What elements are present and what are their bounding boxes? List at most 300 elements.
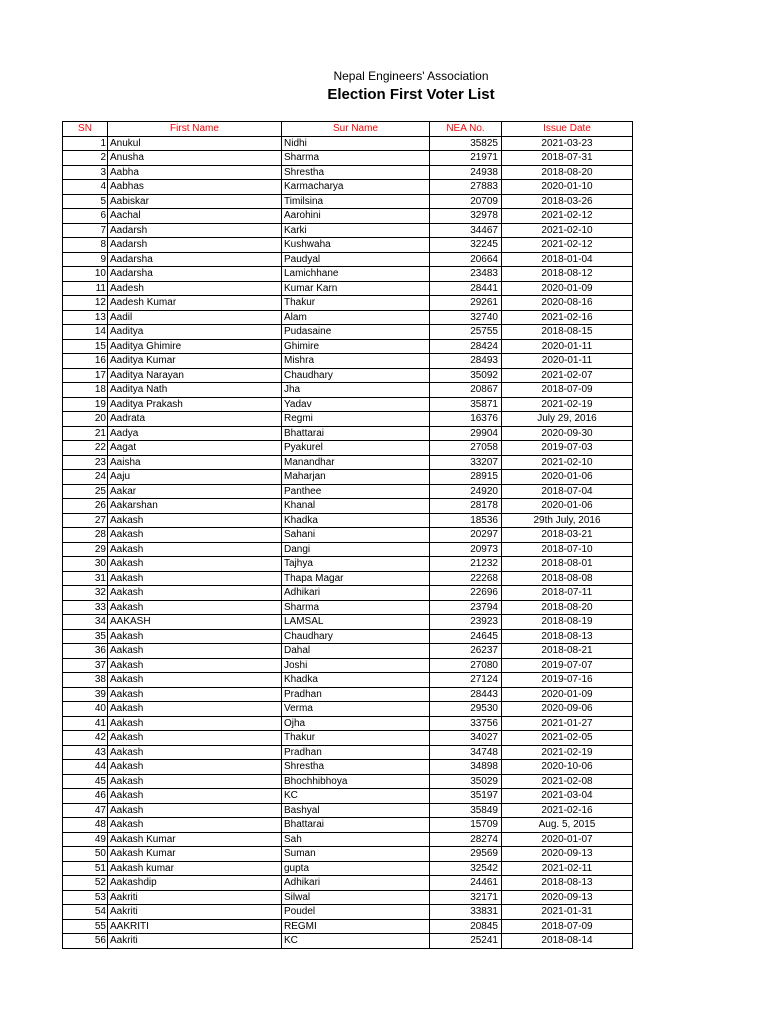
cell-nea-no: 32978 [430,209,502,224]
cell-nea-no: 28441 [430,281,502,296]
cell-first-name: Aakash [108,702,282,717]
cell-issue-date: 2020-01-07 [502,832,633,847]
cell-sn: 45 [63,774,108,789]
cell-issue-date: July 29, 2016 [502,412,633,427]
cell-nea-no: 23483 [430,267,502,282]
cell-first-name: Aakriti [108,934,282,949]
cell-issue-date: 2020-01-11 [502,339,633,354]
cell-nea-no: 20867 [430,383,502,398]
table-row [63,673,633,688]
cell-nea-no: 23794 [430,600,502,615]
cell-sur-name: Manandhar [282,455,430,470]
cell-first-name: Aakash [108,731,282,746]
cell-sur-name: Kumar Karn [282,281,430,296]
cell-sn: 10 [63,267,108,282]
cell-sn: 25 [63,484,108,499]
cell-sur-name: gupta [282,861,430,876]
cell-nea-no: 21232 [430,557,502,572]
cell-first-name: Aadil [108,310,282,325]
cell-issue-date: 2018-07-09 [502,383,633,398]
table-body [63,136,633,948]
cell-first-name: Aakashdip [108,876,282,891]
cell-sur-name: REGMI [282,919,430,934]
cell-issue-date: 2019-07-03 [502,441,633,456]
cell-sn: 34 [63,615,108,630]
cell-sn: 48 [63,818,108,833]
cell-sn: 6 [63,209,108,224]
table-row [63,528,633,543]
cell-sn: 15 [63,339,108,354]
cell-issue-date: 2021-02-08 [502,774,633,789]
table-row [63,194,633,209]
cell-first-name: Aakash [108,542,282,557]
table-row [63,803,633,818]
cell-sn: 52 [63,876,108,891]
cell-sur-name: Khadka [282,513,430,528]
cell-nea-no: 24920 [430,484,502,499]
cell-first-name: Aakash [108,745,282,760]
cell-nea-no: 20297 [430,528,502,543]
cell-sur-name: Adhikari [282,586,430,601]
cell-sn: 30 [63,557,108,572]
cell-first-name: Aakash kumar [108,861,282,876]
cell-first-name: Aakash [108,600,282,615]
cell-sn: 7 [63,223,108,238]
cell-issue-date: 2021-02-11 [502,861,633,876]
cell-issue-date: 2020-01-09 [502,687,633,702]
table-row [63,267,633,282]
cell-first-name: Aakar [108,484,282,499]
cell-issue-date: 2021-01-27 [502,716,633,731]
cell-sur-name: KC [282,789,430,804]
table-header-row [63,122,633,137]
cell-sur-name: Lamichhane [282,267,430,282]
cell-sn: 19 [63,397,108,412]
cell-sur-name: Adhikari [282,876,430,891]
table-row [63,354,633,369]
cell-sur-name: Thakur [282,731,430,746]
cell-sn: 22 [63,441,108,456]
cell-nea-no: 15709 [430,818,502,833]
cell-nea-no: 33207 [430,455,502,470]
cell-sn: 28 [63,528,108,543]
cell-issue-date: 2018-08-08 [502,571,633,586]
cell-issue-date: 2018-08-20 [502,600,633,615]
cell-nea-no: 35029 [430,774,502,789]
cell-sur-name: Silwal [282,890,430,905]
cell-sur-name: Paudyal [282,252,430,267]
cell-nea-no: 24461 [430,876,502,891]
cell-issue-date: 2018-07-09 [502,919,633,934]
cell-first-name: Aaditya Nath [108,383,282,398]
cell-issue-date: 2020-01-10 [502,180,633,195]
cell-issue-date: 2021-02-10 [502,455,633,470]
table-row [63,934,633,949]
table-row [63,513,633,528]
cell-sur-name: Thapa Magar [282,571,430,586]
cell-first-name: Aakarshan [108,499,282,514]
cell-sn: 3 [63,165,108,180]
cell-first-name: Aakash [108,629,282,644]
cell-sn: 17 [63,368,108,383]
cell-issue-date: 2021-01-31 [502,905,633,920]
cell-nea-no: 34467 [430,223,502,238]
cell-sur-name: Panthee [282,484,430,499]
cell-first-name: Aakash [108,528,282,543]
cell-sn: 13 [63,310,108,325]
cell-sn: 40 [63,702,108,717]
cell-sn: 35 [63,629,108,644]
cell-nea-no: 35849 [430,803,502,818]
cell-nea-no: 28178 [430,499,502,514]
cell-sur-name: Sah [282,832,430,847]
cell-issue-date: 2021-02-16 [502,803,633,818]
cell-nea-no: 16376 [430,412,502,427]
cell-nea-no: 27080 [430,658,502,673]
table-row [63,774,633,789]
cell-first-name: Anukul [108,136,282,151]
cell-first-name: Aakash [108,644,282,659]
cell-first-name: Aakriti [108,905,282,920]
cell-sur-name: Pyakurel [282,441,430,456]
cell-nea-no: 28274 [430,832,502,847]
cell-nea-no: 29530 [430,702,502,717]
cell-sur-name: Yadav [282,397,430,412]
cell-sn: 21 [63,426,108,441]
cell-sur-name: Tajhya [282,557,430,572]
cell-sur-name: Joshi [282,658,430,673]
table-row [63,861,633,876]
table-row [63,339,633,354]
cell-sur-name: Bhochhibhoya [282,774,430,789]
table-row [63,484,633,499]
header-sur-name: Sur Name [282,122,430,137]
cell-nea-no: 20709 [430,194,502,209]
cell-first-name: Aaditya Narayan [108,368,282,383]
cell-issue-date: 2021-03-04 [502,789,633,804]
cell-first-name: Aakash Kumar [108,847,282,862]
cell-issue-date: 2020-01-11 [502,354,633,369]
cell-nea-no: 35197 [430,789,502,804]
cell-sn: 56 [63,934,108,949]
cell-sur-name: Khadka [282,673,430,688]
cell-sur-name: Ojha [282,716,430,731]
cell-sur-name: Maharjan [282,470,430,485]
table-row [63,325,633,340]
cell-issue-date: 2018-08-13 [502,876,633,891]
table-row [63,600,633,615]
cell-nea-no: 32740 [430,310,502,325]
cell-sn: 54 [63,905,108,920]
cell-sn: 23 [63,455,108,470]
cell-nea-no: 25241 [430,934,502,949]
cell-sn: 29 [63,542,108,557]
cell-sur-name: Regmi [282,412,430,427]
cell-issue-date: 2018-08-14 [502,934,633,949]
table-row [63,702,633,717]
cell-first-name: Aaditya Kumar [108,354,282,369]
cell-sur-name: Khanal [282,499,430,514]
cell-issue-date: 2018-08-19 [502,615,633,630]
table-row [63,760,633,775]
cell-first-name: Aaju [108,470,282,485]
cell-first-name: Aagat [108,441,282,456]
cell-first-name: Aaditya Ghimire [108,339,282,354]
table-row [63,615,633,630]
cell-sn: 55 [63,919,108,934]
cell-sur-name: Karki [282,223,430,238]
cell-sur-name: Karmacharya [282,180,430,195]
cell-sur-name: Pradhan [282,687,430,702]
cell-sur-name: Nidhi [282,136,430,151]
cell-issue-date: 2018-08-15 [502,325,633,340]
table-row [63,789,633,804]
table-row [63,542,633,557]
cell-sn: 42 [63,731,108,746]
cell-nea-no: 29569 [430,847,502,862]
cell-sn: 20 [63,412,108,427]
cell-sur-name: Poudel [282,905,430,920]
cell-first-name: Aakash [108,658,282,673]
cell-first-name: Aadrata [108,412,282,427]
cell-nea-no: 32542 [430,861,502,876]
cell-first-name: Aabiskar [108,194,282,209]
cell-nea-no: 25755 [430,325,502,340]
cell-sur-name: Sharma [282,600,430,615]
cell-sn: 51 [63,861,108,876]
cell-sn: 1 [63,136,108,151]
cell-nea-no: 21971 [430,151,502,166]
cell-first-name: Aakash [108,818,282,833]
cell-sur-name: Chaudhary [282,368,430,383]
table-row [63,586,633,601]
cell-nea-no: 35092 [430,368,502,383]
cell-issue-date: 2018-01-04 [502,252,633,267]
cell-sn: 32 [63,586,108,601]
cell-nea-no: 34027 [430,731,502,746]
cell-first-name: Aadesh [108,281,282,296]
cell-sn: 4 [63,180,108,195]
table-row [63,136,633,151]
cell-sur-name: LAMSAL [282,615,430,630]
table-row [63,745,633,760]
header-nea-no: NEA No. [430,122,502,137]
cell-sur-name: Pradhan [282,745,430,760]
cell-sur-name: Bhattarai [282,426,430,441]
table-row [63,412,633,427]
cell-issue-date: 2018-07-11 [502,586,633,601]
cell-nea-no: 27124 [430,673,502,688]
cell-sur-name: Alam [282,310,430,325]
cell-issue-date: 2018-03-21 [502,528,633,543]
table-row [63,571,633,586]
cell-issue-date: 2018-07-10 [502,542,633,557]
cell-issue-date: 2018-07-31 [502,151,633,166]
cell-sn: 53 [63,890,108,905]
cell-issue-date: 2021-02-19 [502,745,633,760]
voter-list-table [62,121,633,949]
cell-sur-name: Shrestha [282,165,430,180]
cell-sn: 18 [63,383,108,398]
cell-sur-name: Suman [282,847,430,862]
table-row [63,919,633,934]
document-title: Election First Voter List [327,86,495,103]
table-row [63,499,633,514]
cell-issue-date: 2018-03-26 [502,194,633,209]
table-row [63,905,633,920]
cell-nea-no: 28915 [430,470,502,485]
table-row [63,716,633,731]
cell-sn: 16 [63,354,108,369]
cell-sn: 11 [63,281,108,296]
cell-issue-date: 2018-08-01 [502,557,633,572]
table-row [63,180,633,195]
header-first-name: First Name [108,122,282,137]
cell-first-name: Aaisha [108,455,282,470]
cell-issue-date: 2020-08-16 [502,296,633,311]
cell-first-name: Aadarsha [108,267,282,282]
table-row [63,252,633,267]
cell-issue-date: 2020-09-30 [502,426,633,441]
cell-sn: 14 [63,325,108,340]
cell-sur-name: Aarohini [282,209,430,224]
cell-issue-date: 2020-01-06 [502,470,633,485]
table-row [63,658,633,673]
table-row [63,281,633,296]
table-row [63,296,633,311]
cell-nea-no: 33831 [430,905,502,920]
table-row [63,209,633,224]
cell-sur-name: Timilsina [282,194,430,209]
cell-sn: 37 [63,658,108,673]
cell-nea-no: 26237 [430,644,502,659]
cell-first-name: Aaditya Prakash [108,397,282,412]
cell-first-name: Aakash [108,687,282,702]
cell-sn: 5 [63,194,108,209]
cell-sur-name: Kushwaha [282,238,430,253]
cell-issue-date: 2021-02-12 [502,209,633,224]
cell-nea-no: 28443 [430,687,502,702]
table-row [63,644,633,659]
cell-nea-no: 20973 [430,542,502,557]
cell-first-name: Aabha [108,165,282,180]
cell-first-name: Aadarsha [108,252,282,267]
cell-sur-name: Bashyal [282,803,430,818]
cell-issue-date: 2018-08-20 [502,165,633,180]
cell-sur-name: Sharma [282,151,430,166]
cell-sur-name: Dahal [282,644,430,659]
cell-nea-no: 23923 [430,615,502,630]
cell-sur-name: Jha [282,383,430,398]
cell-sur-name: Bhattarai [282,818,430,833]
cell-sn: 12 [63,296,108,311]
cell-sn: 49 [63,832,108,847]
cell-first-name: Aakash [108,760,282,775]
cell-sn: 2 [63,151,108,166]
cell-nea-no: 20845 [430,919,502,934]
table-row [63,629,633,644]
table-row [63,455,633,470]
cell-first-name: Aadarsh [108,238,282,253]
table-row [63,832,633,847]
cell-first-name: Aachal [108,209,282,224]
table-row [63,818,633,833]
header-issue-date: Issue Date [502,122,633,137]
cell-first-name: Aabhas [108,180,282,195]
cell-issue-date: 2020-01-06 [502,499,633,514]
cell-sur-name: Pudasaine [282,325,430,340]
cell-sn: 41 [63,716,108,731]
organization-name: Nepal Engineers' Association [333,69,489,83]
table-row [63,876,633,891]
cell-sn: 50 [63,847,108,862]
cell-nea-no: 28424 [430,339,502,354]
cell-issue-date: 2021-03-23 [502,136,633,151]
cell-first-name: Anusha [108,151,282,166]
cell-sn: 47 [63,803,108,818]
cell-sur-name: Ghimire [282,339,430,354]
cell-nea-no: 32171 [430,890,502,905]
table-row [63,238,633,253]
table-row [63,441,633,456]
cell-sn: 39 [63,687,108,702]
table-row [63,426,633,441]
cell-nea-no: 35871 [430,397,502,412]
cell-nea-no: 29904 [430,426,502,441]
cell-first-name: Aakash [108,789,282,804]
cell-issue-date: 2020-09-13 [502,847,633,862]
cell-first-name: Aakash [108,571,282,586]
cell-first-name: Aakash [108,774,282,789]
cell-first-name: Aakash Kumar [108,832,282,847]
cell-sur-name: Shrestha [282,760,430,775]
cell-issue-date: 29th July, 2016 [502,513,633,528]
cell-issue-date: 2021-02-05 [502,731,633,746]
cell-first-name: Aakash [108,803,282,818]
table-row [63,557,633,572]
cell-issue-date: 2021-02-07 [502,368,633,383]
table-row [63,165,633,180]
cell-nea-no: 18536 [430,513,502,528]
cell-sn: 36 [63,644,108,659]
cell-issue-date: 2018-08-21 [502,644,633,659]
table-row [63,470,633,485]
cell-sn: 46 [63,789,108,804]
cell-issue-date: Aug. 5, 2015 [502,818,633,833]
cell-first-name: Aaditya [108,325,282,340]
cell-issue-date: 2018-08-13 [502,629,633,644]
cell-sn: 26 [63,499,108,514]
cell-nea-no: 34898 [430,760,502,775]
table-row [63,847,633,862]
table-row [63,223,633,238]
cell-nea-no: 24938 [430,165,502,180]
cell-first-name: Aakriti [108,890,282,905]
cell-nea-no: 34748 [430,745,502,760]
cell-sur-name: Dangi [282,542,430,557]
cell-issue-date: 2019-07-07 [502,658,633,673]
cell-issue-date: 2018-08-12 [502,267,633,282]
cell-sn: 44 [63,760,108,775]
cell-sn: 9 [63,252,108,267]
cell-nea-no: 20664 [430,252,502,267]
cell-sn: 8 [63,238,108,253]
cell-issue-date: 2020-09-13 [502,890,633,905]
cell-sur-name: Mishra [282,354,430,369]
cell-issue-date: 2021-02-16 [502,310,633,325]
cell-first-name: Aakash [108,513,282,528]
cell-issue-date: 2018-07-04 [502,484,633,499]
